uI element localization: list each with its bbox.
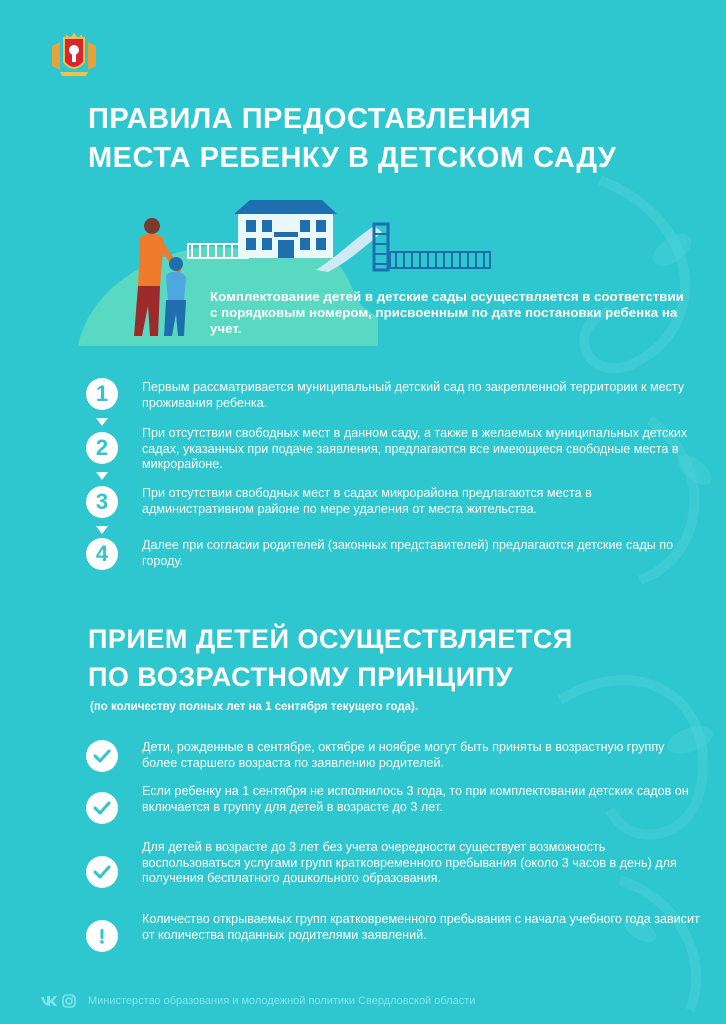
step-text: При отсутствии свободных мест в данном саду, а также в желаемых муниципальных детских садах, указанных при подаче заявления, предлагаются все имеющиеся свободные места в микрорайоне. [142,426,688,471]
section-title-line-2: ПО ВОЗРАСТНОМУ ПРИНЦИПУ [88,662,513,692]
step-number-badge: 1 [86,378,118,410]
step-number-badge: 4 [86,538,118,570]
rule-text: Для детей в возрасте до 3 лет без учета очередности существует возможность воспользоваться услугами групп кратковременного пребывания (около 3 часов в день) для получения бесплатного дошкольного образования. [142,840,677,885]
arrow-down-icon [96,416,108,428]
page-title-line-1: ПРАВИЛА ПРЕДОСТАВЛЕНИЯ [88,103,532,135]
rule-text: Количество открываемых групп кратковременного пребывания с начала учебного года зависит от количества поданных родителями заявлений. [142,912,700,942]
intro-text: Комплектование детей в детские сады осуществляется в соответствии с порядковым номером, присвоенным по дате постановки ребенка на учет. [210,289,684,336]
footer-text: Министерство образования и молодежной политики Свердловской области [88,995,476,1007]
step-text: При отсутствии свободных мест в садах микрорайона предлагаются места в административном районе по мере удаления от места жительства. [142,486,592,516]
arrow-down-icon [96,524,108,536]
step-text: Далее при согласии родителей (законных представителей) предлагаются детские сады по городу. [142,538,674,568]
section-title-line-1: ПРИЕМ ДЕТЕЙ ОСУЩЕСТВЛЯЕТСЯ [88,624,573,654]
checkmark-icon [86,740,118,772]
rule-text: Дети, рожденные в сентябре, октябре и ноябре могут быть приняты в возрастную группу более старшего возраста по заявлению родителей. [142,740,665,770]
checkmark-icon [86,856,118,888]
step-number-badge: 3 [86,486,118,518]
vk-icon[interactable] [40,994,58,1008]
page-title-line-2: МЕСТА РЕБЕНКУ В ДЕТСКОМ САДУ [88,142,617,174]
section-subtitle: (по количеству полных лет на 1 сентября текущего года). [90,701,419,713]
arrow-down-icon [96,470,108,482]
checkmark-icon [86,792,118,824]
exclamation-icon [86,920,118,952]
page-title [88,100,688,178]
step-number-badge: 2 [86,432,118,464]
rule-text: Если ребенку на 1 сентября не исполнилось 3 года, то при комплектовании детских садов он включается в группу для детей в возрасте до 3 лет. [142,784,689,814]
section-title [88,620,688,696]
instagram-icon[interactable] [62,994,76,1008]
footer [40,994,680,1010]
coat-of-arms-icon [46,32,102,78]
step-text: Первым рассматривается муниципальный детский сад по закрепленной территории к месту проживания ребенка. [142,380,685,410]
